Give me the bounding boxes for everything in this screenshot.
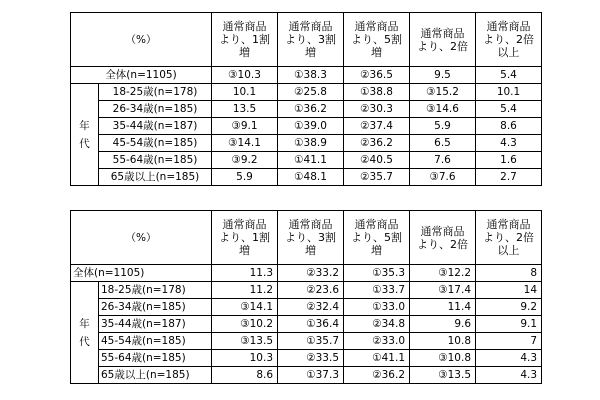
cell-value: ③14.1 <box>212 299 278 316</box>
cell-value: ①48.1 <box>278 169 344 186</box>
cell-value: ①36.4 <box>278 316 344 333</box>
row-label: 65歳以上(n=185) <box>99 169 212 186</box>
cell-value: ②25.8 <box>278 84 344 101</box>
cell-value: ①35.3 <box>344 265 410 282</box>
cell-value: 11.2 <box>212 282 278 299</box>
table-row <box>71 367 542 384</box>
table-row <box>71 169 542 186</box>
table-row <box>71 350 542 367</box>
cell-value: 8.6 <box>476 118 542 135</box>
cell-value: ③10.2 <box>212 316 278 333</box>
column-header: 通常商品 より、2倍 <box>410 13 476 67</box>
cell-value: ③13.5 <box>410 367 476 384</box>
cell-value: ③14.6 <box>410 101 476 118</box>
cell-value: ①38.3 <box>278 67 344 84</box>
row-label: 18-25歳(n=178) <box>99 84 212 101</box>
cell-value: 5.9 <box>212 169 278 186</box>
survey-table-2 <box>70 210 542 384</box>
row-label: 55-64歳(n=185) <box>99 350 212 367</box>
table-row <box>71 135 542 152</box>
cell-value: ③13.5 <box>212 333 278 350</box>
table-row <box>71 118 542 135</box>
total-row <box>71 67 542 84</box>
cell-value: 4.3 <box>476 135 542 152</box>
cell-value: 9.2 <box>476 299 542 316</box>
column-header: 通常商品 より、2倍 以上 <box>476 211 542 265</box>
row-label: 26-34歳(n=185) <box>99 299 212 316</box>
cell-value: 5.9 <box>410 118 476 135</box>
row-label: 45-54歳(n=185) <box>99 333 212 350</box>
age-group-label: 年 代 <box>71 282 99 384</box>
row-label: 65歳以上(n=185) <box>99 367 212 384</box>
cell-value: ③9.2 <box>212 152 278 169</box>
row-label: 全体(n=1105) <box>71 67 212 84</box>
column-header: 通常商品 より、5割 増 <box>344 211 410 265</box>
cell-value: 8.6 <box>212 367 278 384</box>
cell-value: 9.5 <box>410 67 476 84</box>
cell-value: 7 <box>476 333 542 350</box>
cell-value: 14 <box>476 282 542 299</box>
cell-value: ③12.2 <box>410 265 476 282</box>
cell-value: 11.4 <box>410 299 476 316</box>
cell-value: 10.3 <box>212 350 278 367</box>
unit-label: （%） <box>71 211 212 265</box>
cell-value: ②37.4 <box>344 118 410 135</box>
cell-value: 4.3 <box>476 367 542 384</box>
cell-value: ①39.0 <box>278 118 344 135</box>
cell-value: ②40.5 <box>344 152 410 169</box>
cell-value: 6.5 <box>410 135 476 152</box>
cell-value: 5.4 <box>476 67 542 84</box>
cell-value: 9.6 <box>410 316 476 333</box>
table-row <box>71 84 542 101</box>
cell-value: 9.1 <box>476 316 542 333</box>
cell-value: ①36.2 <box>278 101 344 118</box>
row-label: 35-44歳(n=187) <box>99 316 212 333</box>
table-header-row <box>71 211 542 265</box>
total-row <box>71 265 542 282</box>
column-header: 通常商品 より、3割 増 <box>278 13 344 67</box>
column-header: 通常商品 より、3割 増 <box>278 211 344 265</box>
table-row <box>71 152 542 169</box>
cell-value: 11.3 <box>212 265 278 282</box>
table-row <box>71 333 542 350</box>
cell-value: ③10.8 <box>410 350 476 367</box>
cell-value: ③17.4 <box>410 282 476 299</box>
cell-value: ①38.8 <box>344 84 410 101</box>
table-row <box>71 316 542 333</box>
cell-value: ②33.5 <box>278 350 344 367</box>
column-header: 通常商品 より、5割 増 <box>344 13 410 67</box>
cell-value: ②35.7 <box>344 169 410 186</box>
table-row <box>71 299 542 316</box>
row-label: 55-64歳(n=185) <box>99 152 212 169</box>
row-label: 45-54歳(n=185) <box>99 135 212 152</box>
cell-value: ①33.7 <box>344 282 410 299</box>
cell-value: ③14.1 <box>212 135 278 152</box>
cell-value: ②32.4 <box>278 299 344 316</box>
cell-value: ③9.1 <box>212 118 278 135</box>
cell-value: 1.6 <box>476 152 542 169</box>
cell-value: 4.3 <box>476 350 542 367</box>
cell-value: ①38.9 <box>278 135 344 152</box>
cell-value: ③7.6 <box>410 169 476 186</box>
survey-table-1 <box>70 12 542 186</box>
cell-value: ①35.7 <box>278 333 344 350</box>
cell-value: ③10.3 <box>212 67 278 84</box>
table-header-row <box>71 13 542 67</box>
cell-value: 2.7 <box>476 169 542 186</box>
cell-value: 10.8 <box>410 333 476 350</box>
cell-value: ②36.2 <box>344 135 410 152</box>
cell-value: ②30.3 <box>344 101 410 118</box>
cell-value: 10.1 <box>212 84 278 101</box>
cell-value: ①41.1 <box>344 350 410 367</box>
cell-value: ②33.2 <box>278 265 344 282</box>
cell-value: ③15.2 <box>410 84 476 101</box>
age-group-label: 年 代 <box>71 84 99 186</box>
table-row <box>71 282 542 299</box>
cell-value: ①41.1 <box>278 152 344 169</box>
row-label: 全体(n=1105) <box>71 265 212 282</box>
row-label: 26-34歳(n=185) <box>99 101 212 118</box>
cell-value: ①33.0 <box>344 299 410 316</box>
cell-value: ②34.8 <box>344 316 410 333</box>
table-row <box>71 101 542 118</box>
column-header: 通常商品 より、1割 増 <box>212 13 278 67</box>
cell-value: ②36.5 <box>344 67 410 84</box>
column-header: 通常商品 より、1割 増 <box>212 211 278 265</box>
unit-label: （%） <box>71 13 212 67</box>
cell-value: ②33.0 <box>344 333 410 350</box>
cell-value: 10.1 <box>476 84 542 101</box>
row-label: 35-44歳(n=187) <box>99 118 212 135</box>
cell-value: 13.5 <box>212 101 278 118</box>
row-label: 18-25歳(n=178) <box>99 282 212 299</box>
cell-value: ②36.2 <box>344 367 410 384</box>
column-header: 通常商品 より、2倍 以上 <box>476 13 542 67</box>
cell-value: ②23.6 <box>278 282 344 299</box>
cell-value: ①37.3 <box>278 367 344 384</box>
cell-value: 5.4 <box>476 101 542 118</box>
cell-value: 7.6 <box>410 152 476 169</box>
column-header: 通常商品 より、2倍 <box>410 211 476 265</box>
cell-value: 8 <box>476 265 542 282</box>
